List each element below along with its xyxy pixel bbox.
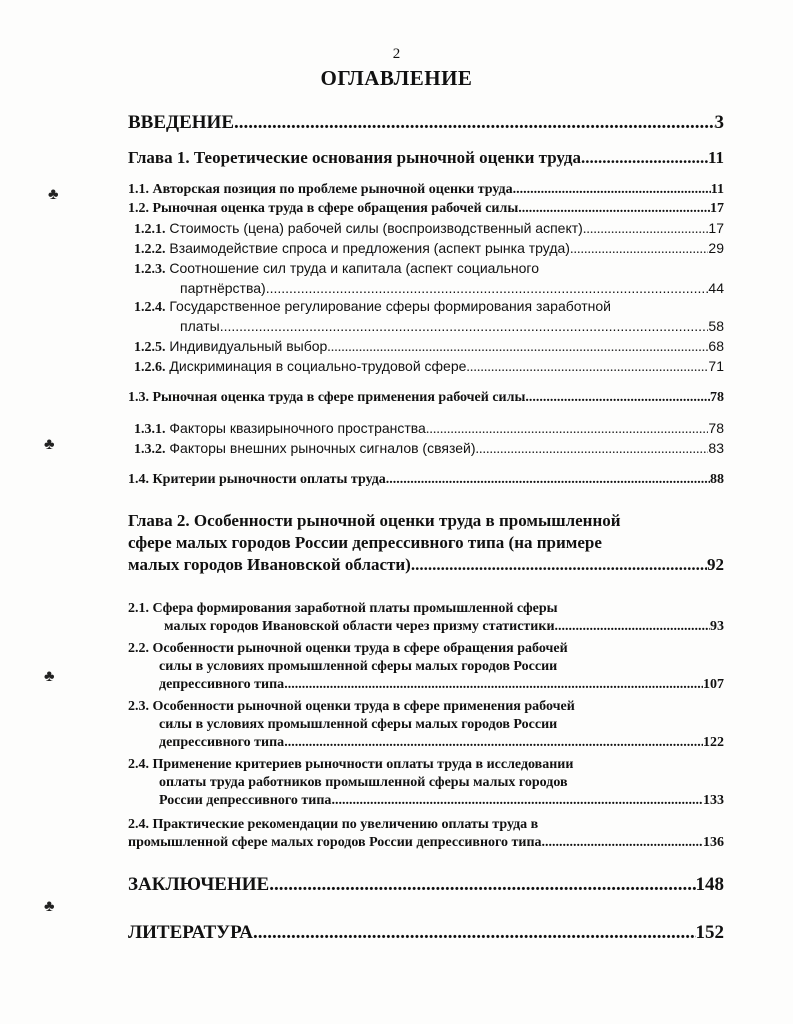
page-ref: 148 [695,874,724,895]
page-ref: 71 [708,358,724,374]
page-ref: 78 [708,420,724,436]
margin-mark-icon: ♣ [48,186,59,203]
toc-entry-1-3-1[interactable]: 1.3.1. Факторы квазирыночного пространства ..... 78 [134,420,724,438]
toc-entry-1-1[interactable]: 1.1. Авторская позиция по проблеме рыночной оценки труда ..... 11 [128,182,724,198]
toc-entry-chapter-1[interactable]: Глава 1. Теоретические основания рыночной оценки труда ..... 11 [128,148,724,168]
page-number: 2 [392,46,401,62]
toc-entry-conclusion[interactable]: ЗАКЛЮЧЕНИЕ ..... 148 [128,874,724,896]
margin-mark-icon: ♣ [44,898,55,915]
toc-entry-introduction[interactable]: ВВЕДЕНИЕ ..... 3 [128,112,724,134]
toc-entry-1-2-3[interactable]: 1.2.3. Соотношение сил труда и капитала (аспект социального партнёрства) ..... 44 [134,260,724,296]
page-ref: 44 [708,280,724,297]
page-ref: 17 [708,220,724,236]
page-ref: 93 [710,619,724,635]
page-title: ОГЛАВЛЕНИЕ [320,66,473,90]
page-ref: 58 [708,318,724,335]
page-ref: 152 [695,922,724,943]
margin-mark-icon: ♣ [44,668,55,685]
margin-mark-icon: ♣ [44,436,55,453]
toc-entry-literature[interactable]: ЛИТЕРАТУРА ..... 152 [128,922,724,944]
toc-entry-1-4[interactable]: 1.4. Критерии рыночности оплаты труда ..... 88 [128,472,724,488]
toc-entry-2-2[interactable]: 2.2. Особенности рыночной оценки труда в сфере обращения рабочей силы в условиях промышленной сферы малых городов России депрессивного типа ..... 107 [128,640,724,695]
toc-entry-1-3-2[interactable]: 1.3.2. Факторы внешних рыночных сигналов (связей) ..... 83 [134,440,724,458]
page-ref: 78 [710,390,724,405]
page-ref: 17 [710,201,724,216]
toc-entry-1-2[interactable]: 1.2. Рыночная оценка труда в сфере обращения рабочей силы ..... 17 [128,201,724,217]
page-ref: 107 [703,677,724,693]
toc-entry-chapter-2[interactable]: Глава 2. Особенности рыночной оценки труда в промышленной сфере малых городов России депрессивного типа (на примере малых городов Ивановской области) ..... 92 [128,510,724,576]
page-ref: 11 [710,182,724,197]
page-ref: 11 [707,148,724,167]
page-ref: 68 [708,338,724,354]
toc-entry-2-3[interactable]: 2.3. Особенности рыночной оценки труда в сфере применения рабочей силы в условиях промышленной сферы малых городов России депрессивного типа ..... 122 [128,698,724,753]
page-ref: 92 [707,555,724,575]
toc-entry-2-4-recommendations[interactable]: 2.4. Практические рекомендации по увеличению оплаты труда в промышленной сфере малых городов России депрессивного типа ..... 136 [128,816,724,852]
toc-entry-2-4-criteria[interactable]: 2.4. Применение критериев рыночности оплаты труда в исследовании оплаты труда работников промышленной сферы малых городов России депрессивного типа ..... 133 [128,756,724,811]
toc-entry-1-2-6[interactable]: 1.2.6. Дискриминация в социально-трудовой сфере ..... 71 [134,358,724,376]
toc-entry-1-2-1[interactable]: 1.2.1. Стоимость (цена) рабочей силы (воспроизводственный аспект) ..... 17 [134,220,724,238]
toc-entry-1-2-2[interactable]: 1.2.2. Взаимодействие спроса и предложения (аспект рынка труда) ..... 29 [134,240,724,258]
page-ref: 88 [710,472,724,487]
page-ref: 122 [703,735,724,751]
page-ref: 136 [703,835,724,851]
toc-entry-1-2-4[interactable]: 1.2.4. Государственное регулирование сферы формирования заработной платы ..... 58 [134,298,724,334]
toc-entry-1-2-5[interactable]: 1.2.5. Индивидуальный выбор ..... 68 [134,338,724,356]
page-ref: 133 [703,793,724,809]
toc-entry-1-3[interactable]: 1.3. Рыночная оценка труда в сфере применения рабочей силы ..... 78 [128,390,724,406]
page-ref: 83 [708,440,724,456]
page-ref: 29 [708,240,724,256]
page-ref: 3 [714,112,724,133]
toc-entry-2-1[interactable]: 2.1. Сфера формирования заработной платы промышленной сферы малых городов Ивановской области через призму статистики ..... 93 [128,600,724,636]
